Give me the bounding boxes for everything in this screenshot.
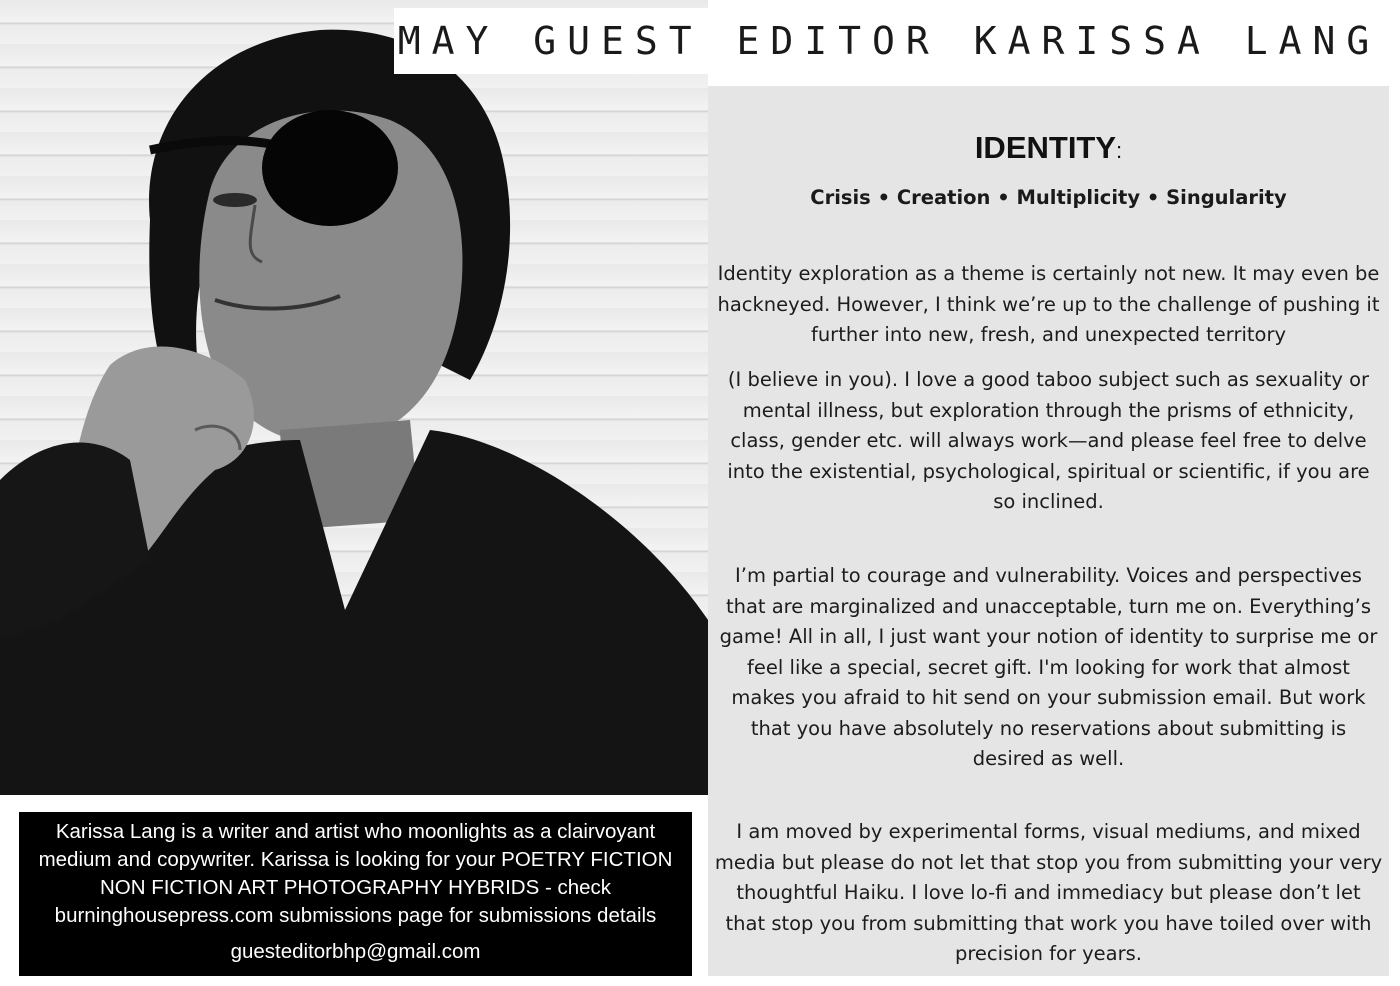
title-banner	[394, 8, 1384, 74]
bio-text: Karissa Lang is a writer and artist who moonlights as a clairvoyant medium and copywriter. Karissa is looking for your POETRY FICTION NON FICTION ART PHOTOGRAPHY HYBRIDS - check burninghousepress.com submissions page for submissions details	[38, 820, 673, 927]
theme-subheading: Crisis • Creation • Multiplicity • Singularity	[810, 186, 1287, 209]
portrait-illustration	[0, 0, 708, 795]
portrait-photo	[0, 0, 708, 795]
page-title: MAY GUEST EDITOR KARISSA LANG	[397, 19, 1381, 63]
theme-heading-colon: :	[1116, 138, 1123, 163]
paragraph-subjects: (I believe in you). I love a good taboo subject such as sexuality or mental illness, but exploration through the prisms of ethnicity, class, gender etc. will always work—and please feel free to delve into the existential, psychological, spiritual or scientific, if you are so inclined.	[727, 368, 1370, 513]
theme-heading	[708, 130, 1389, 166]
email-address[interactable]: guesteditorbhp@gmail.com	[230, 940, 481, 963]
paragraph-voices: I’m partial to courage and vulnerability. Voices and perspectives that are marginalized and unacceptable, turn me on. Everything’s game! All in all, I just want your notion of identity to surprise me or feel like a special, secret gift. I'm looking for work that almost makes you afraid to hit send on your submission email. But work that you have absolutely no reservations about submitting is desired as well.	[719, 564, 1378, 770]
paragraph-forms: I am moved by experimental forms, visual mediums, and mixed media but please do not let that stop you from submitting your very thoughtful Haiku. I love lo-fi and immediacy but please don’t let that stop you from submitting that work you have toiled over with precision for years.	[714, 820, 1383, 965]
paragraph-intro: Identity exploration as a theme is certainly not new. It may even be hackneyed. However, I think we’re up to the challenge of pushing it further into new, fresh, and unexpected territory	[717, 262, 1380, 346]
bio-box	[19, 812, 692, 976]
theme-heading-text: IDENTITY	[974, 130, 1117, 165]
theme-panel	[708, 86, 1389, 976]
